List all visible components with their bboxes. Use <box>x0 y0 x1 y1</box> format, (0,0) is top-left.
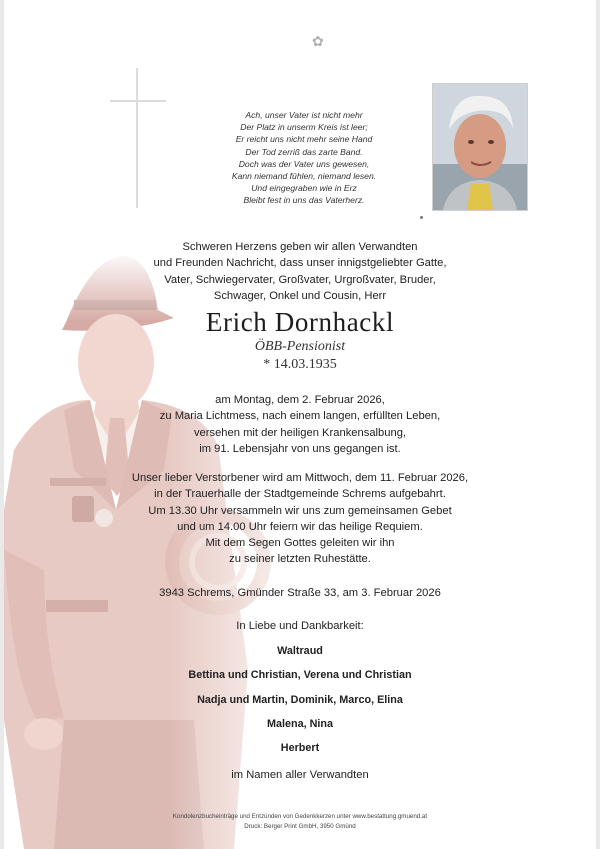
poem-line: Er reicht uns nicht mehr seine Hand <box>235 134 373 145</box>
death-line: am Montag, dem 2. Februar 2026, <box>215 394 385 406</box>
service-line: Mit dem Segen Gottes geleiten wir ihn <box>205 537 395 550</box>
service-line: in der Trauerhalle der Stadtgemeinde Schrems aufgebahrt. <box>154 488 446 501</box>
portrait-photo <box>432 83 528 211</box>
obituary-page <box>4 0 596 849</box>
poem <box>174 109 434 207</box>
death-line: zu Maria Lichtmess, nach einem langen, erfüllten Leben, <box>159 410 441 423</box>
intro-line: Vater, Schwiegervater, Großvater, Urgroßvater, Bruder, <box>164 273 436 286</box>
flower-icon: ✿ <box>312 34 324 50</box>
cross-icon <box>108 68 168 208</box>
dank-line: In Liebe und Dankbarkeit: <box>236 620 364 632</box>
death-line: im 91. Lebensjahr von uns gegangen ist. <box>199 442 401 455</box>
mourner-item: Malena, Nina <box>267 717 333 730</box>
intro-line: Schwager, Onkel und Cousin, Herr <box>213 289 387 302</box>
death-notice <box>4 392 596 457</box>
service-line: und um 14.00 Uhr feiern wir das heilige Requiem. <box>177 520 423 533</box>
closing-line: im Namen aller Verwandten <box>231 769 369 781</box>
service-details <box>4 470 596 568</box>
place-date: 3943 Schrems, Gmünder Straße 33, am 3. Februar 2026 <box>159 587 441 599</box>
service-line: zu seiner letzten Ruhestätte. <box>229 553 371 566</box>
mourner-item: Bettina und Christian, Verena und Christian <box>188 669 412 682</box>
intro-line: Schweren Herzens geben wir allen Verwandten <box>182 241 418 253</box>
mourners-list <box>4 639 596 760</box>
deceased-title: ÖBB-Pensionist <box>254 339 346 354</box>
service-line: Unser lieber Verstorbener wird am Mittwoch, dem 11. Februar 2026, <box>131 472 469 484</box>
birth-date: * 14.03.1935 <box>263 357 337 372</box>
mourner-item: Nadja und Martin, Dominik, Marco, Elina <box>197 693 403 706</box>
poem-line: Bleibt fest in uns das Vaterherz. <box>243 195 365 206</box>
service-line: Um 13.30 Uhr versammeln wir uns zum gemeinsamen Gebet <box>148 504 452 517</box>
footer <box>4 812 596 831</box>
poem-line: Kann niemand fühlen, niemand lesen. <box>231 171 377 182</box>
mourner-item: Herbert <box>280 742 320 755</box>
mourner-item: Waltraud <box>277 645 323 657</box>
poem-line: Ach, unser Vater ist nicht mehr <box>245 110 363 120</box>
footer-line: Druck: Berger Print GmbH, 3950 Gmünd <box>244 822 356 830</box>
deceased-name: Erich Dornhackl <box>205 307 395 337</box>
poem-line: Doch was der Vater uns gewesen, <box>238 158 370 169</box>
poem-line: Der Tod zerriß das zarte Band. <box>245 146 363 157</box>
footer-line: Kondolenzbucheinträge und Entzünden von Gedenkkerzen unter www.bestattung.gmuend.at <box>172 813 428 820</box>
poem-line: Der Platz in unserm Kreis ist leer; <box>240 122 368 133</box>
speck <box>420 216 423 219</box>
poem-line: Und eingegraben wie in Erz <box>251 183 357 194</box>
intro-text <box>4 239 596 304</box>
intro-line: und Freunden Nachricht, dass unser innigstgeliebter Gatte, <box>153 257 447 270</box>
death-line: versehen mit der heiligen Krankensalbung, <box>193 426 407 439</box>
